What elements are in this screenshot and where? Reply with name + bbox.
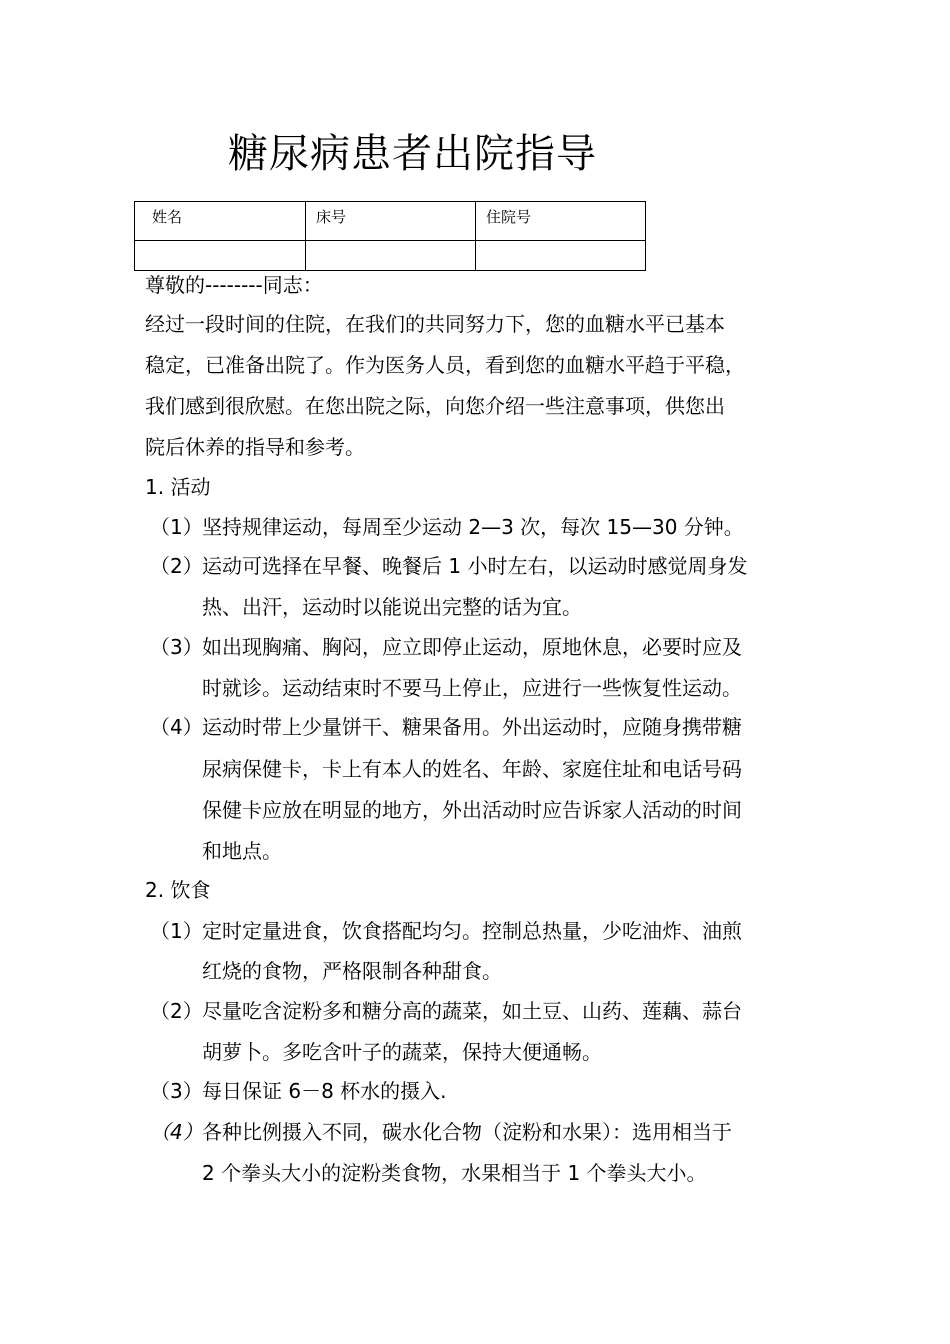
item-continuation: 热、出汗，运动时以能说出完整的话为宜。 (202, 595, 582, 619)
name-header: 姓名 (135, 202, 306, 241)
item-number: （3） (150, 635, 203, 659)
item-number: （1） (150, 515, 203, 539)
item-continuation: 红烧的食物，严格限制各种甜食。 (202, 959, 502, 983)
item-continuation: 和地点。 (202, 839, 282, 863)
item-text: 各种比例摄入不同，碳水化合物（淀粉和水果）：选用相当于 (202, 1120, 732, 1144)
list-item (150, 553, 747, 579)
item-text: 坚持规律运动，每周至少运动 2—3 次，每次 15—30 分钟。 (202, 515, 744, 539)
item-continuation: 尿病保健卡，卡上有本人的姓名、年龄、家庭住址和电话号码 (202, 757, 742, 781)
item-number: （4） (150, 1120, 203, 1144)
section-heading-diet: 2. 饮食 (145, 878, 211, 902)
item-continuation: 胡萝卜。多吃含叶子的蔬菜，保持大便通畅。 (202, 1040, 602, 1064)
page-title: 糖尿病患者出院指导 (228, 131, 597, 177)
list-item (150, 514, 744, 540)
intro-line: 院后休养的指导和参考。 (145, 435, 365, 459)
item-continuation: 保健卡应放在明显的地方，外出活动时应告诉家人活动的时间 (202, 798, 742, 822)
admission-number-value-cell[interactable] (476, 241, 646, 271)
item-text: 定时定量进食，饮食搭配均匀。控制总热量，少吃油炸、油煎 (202, 919, 742, 943)
item-number: （3） (150, 1079, 203, 1103)
item-text: 运动时带上少量饼干、糖果备用。外出运动时，应随身携带糖 (202, 715, 742, 739)
item-number: （4） (150, 715, 203, 739)
list-item (150, 714, 742, 740)
bed-number-value-cell[interactable] (306, 241, 476, 271)
greeting: 尊敬的--------同志： (145, 273, 323, 297)
item-continuation: 时就诊。运动结束时不要马上停止，应进行一些恢复性运动。 (202, 676, 742, 700)
admission-number-header: 住院号 (476, 202, 646, 241)
item-text: 运动可选择在早餐、晚餐后 1 小时左右，以运动时感觉周身发 (202, 554, 748, 578)
intro-line: 我们感到很欣慰。在您出院之际，向您介绍一些注意事项，供您出 (145, 394, 725, 418)
list-item (150, 1078, 447, 1104)
list-item (150, 634, 742, 660)
patient-info-table (134, 201, 646, 271)
name-value-cell[interactable] (135, 241, 306, 271)
item-number: （1） (150, 919, 203, 943)
item-text: 每日保证 6－8 杯水的摄入. (202, 1079, 447, 1103)
list-item (150, 1119, 732, 1145)
intro-line: 经过一段时间的住院，在我们的共同努力下，您的血糖水平已基本 (145, 312, 725, 336)
list-item (150, 918, 742, 944)
item-continuation: 2 个拳头大小的淀粉类食物，水果相当于 1 个拳头大小。 (202, 1161, 707, 1185)
table-value-row (135, 241, 646, 271)
item-number: （2） (150, 554, 203, 578)
bed-number-header: 床号 (306, 202, 476, 241)
list-item (150, 998, 742, 1024)
item-text: 如出现胸痛、胸闷，应立即停止运动，原地休息，必要时应及 (202, 635, 742, 659)
section-heading-activity: 1. 活动 (145, 475, 211, 499)
table-header-row (135, 202, 646, 241)
item-number: （2） (150, 999, 203, 1023)
item-text: 尽量吃含淀粉多和糖分高的蔬菜，如土豆、山药、莲藕、蒜台 (202, 999, 742, 1023)
intro-line: 稳定，已准备出院了。作为医务人员，看到您的血糖水平趋于平稳， (145, 353, 745, 377)
